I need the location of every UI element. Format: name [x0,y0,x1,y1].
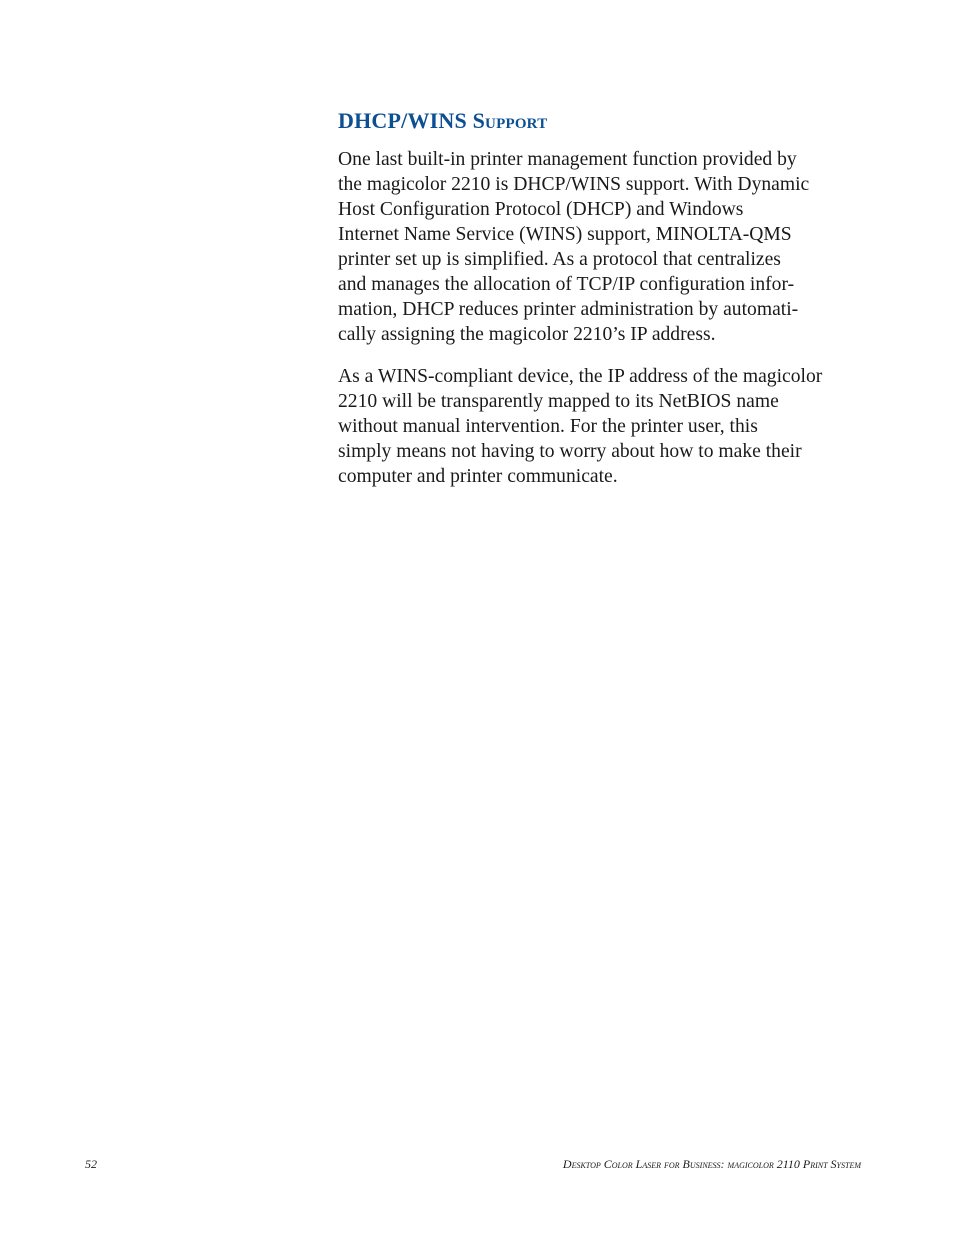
text-line: 2210 will be transparently mapped to its NetBIOS name [338,391,779,412]
running-footer-title: Desktop Color Laser for Business: magicolor 2110 Print System [562,1157,861,1171]
body-text [338,147,878,489]
text-line: As a WINS-compliant device, the IP address of the magicolor [338,366,823,387]
text-line: mation, DHCP reduces printer administration by automati- [338,299,799,320]
text-line: Internet Name Service (WINS) support, MINOLTA-QMS [338,224,792,245]
text-line: Host Configuration Protocol (DHCP) and Windows [338,199,744,220]
text-line: One last built-in printer management function provided by [338,149,797,170]
page-number: 52 [85,1157,97,1171]
section-heading: DHCP/WINS Support [338,108,548,133]
text-line: simply means not having to worry about how to make their [338,441,802,462]
paragraph-2 [338,364,878,489]
paragraph-1 [338,147,878,347]
text-line: and manages the allocation of TCP/IP configuration infor- [338,274,795,295]
text-line: without manual intervention. For the printer user, this [338,416,758,437]
text-line: cally assigning the magicolor 2210’s IP address. [338,324,716,345]
text-line: printer set up is simplified. As a protocol that centralizes [338,249,781,270]
text-line: computer and printer communicate. [338,466,618,487]
text-line: the magicolor 2210 is DHCP/WINS support. With Dynamic [338,174,810,195]
